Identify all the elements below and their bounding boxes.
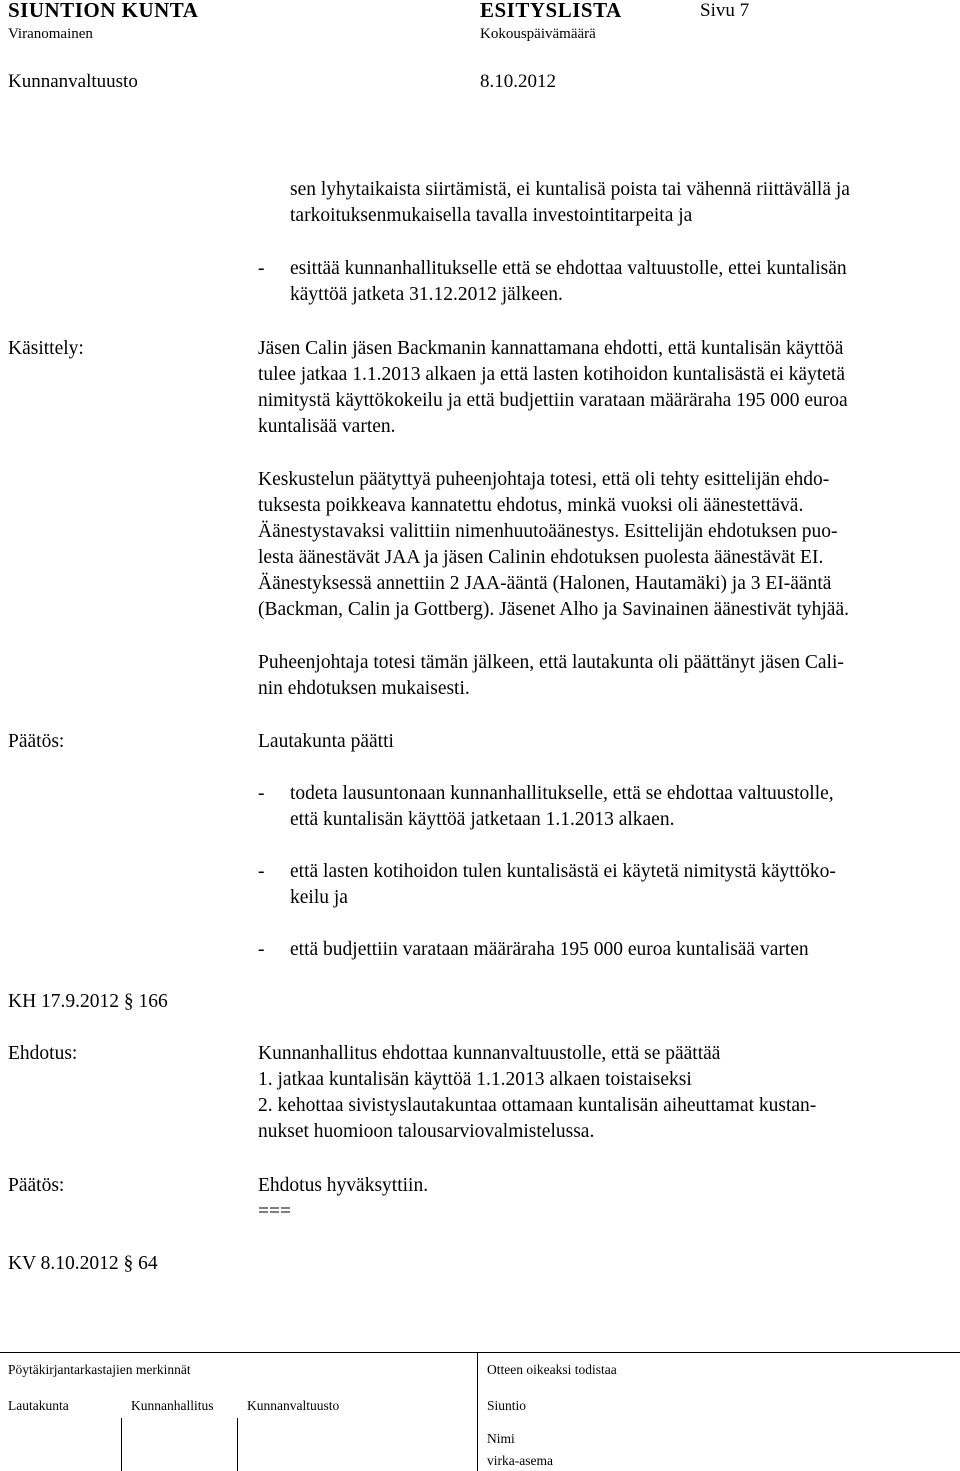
ehdotus-text — [258, 1041, 816, 1145]
footer-signature-place: Siuntio — [487, 1398, 527, 1413]
paatos-item-dash: - — [258, 861, 265, 882]
text-line: tuksesta poikkeava kannatettu ehdotus, minkä vuoksi oli äänestettävä. — [258, 495, 804, 516]
footer-col-lautakunta: Lautakunta — [8, 1398, 69, 1413]
kasittely-paragraph-2 — [258, 467, 849, 623]
text-line: Puheenjohtaja totesi tämän jälkeen, että lautakunta oli päättänyt jäsen Cali- — [258, 652, 844, 673]
intro-text — [290, 177, 850, 229]
page-number: Sivu 7 — [700, 0, 750, 21]
kv-reference: KV 8.10.2012 § 64 — [8, 1253, 158, 1274]
intro-bullet-line: esittää kunnanhallitukselle että se ehdottaa valtuustolle, ettei kuntalisän — [290, 258, 847, 279]
intro-line: sen lyhytaikaista siirtämistä, ei kuntalisä poista tai vähennä riittävällä ja — [290, 179, 850, 200]
footer-right-title: Otteen oikeaksi todistaa — [487, 1362, 617, 1377]
footer-column-divider — [477, 1352, 478, 1471]
paatos-label: Päätös: — [8, 1175, 65, 1196]
ehdotus-label: Ehdotus: — [8, 1043, 78, 1064]
text-line: että budjettiin varataan määräraha 195 000 euroa kuntalisää varten — [290, 939, 809, 960]
kh-paatos-text — [258, 1173, 428, 1225]
text-line: Kunnanhallitus ehdottaa kunnanvaltuustolle, että se päättää — [258, 1043, 721, 1064]
text-line: nukset huomioon talousarviovalmistelussa. — [258, 1121, 595, 1142]
kasittely-paragraph-3 — [258, 650, 844, 702]
text-line: nin ehdotuksen mukaisesti. — [258, 678, 470, 699]
text-line: lesta äänestävät JAA ja jäsen Calinin ehdotuksen puolesta äänestävät EI. — [258, 547, 824, 568]
intro-bullet-line: käyttöä jatketa 31.12.2012 jälkeen. — [290, 284, 563, 305]
paatos-intro: Lautakunta päätti — [258, 731, 394, 752]
intro-bullet-dash: - — [258, 258, 265, 279]
org-name: SIUNTION KUNTA — [8, 0, 199, 22]
text-line: että kuntalisän käyttöä jatketaan 1.1.2013 alkaen. — [290, 809, 675, 830]
footer-signature-title: virka-asema — [487, 1453, 553, 1468]
paatos-item — [290, 937, 809, 963]
text-line: Keskustelun päätyttyä puheenjohtaja totesi, että oli tehty esittelijän ehdo- — [258, 469, 830, 490]
authority: Kunnanvaltuusto — [8, 71, 138, 92]
paatos-item — [290, 859, 836, 911]
text-line: Jäsen Calin jäsen Backmanin kannattamana ehdotti, että kuntalisän käyttöä — [258, 338, 844, 359]
text-line: === — [258, 1201, 291, 1222]
text-line: että lasten kotihoidon tulen kuntalisästä ei käytetä nimitystä käyttöko- — [290, 861, 836, 882]
text-line: kuntalisää varten. — [258, 416, 396, 437]
text-line: (Backman, Calin ja Gottberg). Jäsenet Alho ja Savinainen äänestivät tyhjää. — [258, 599, 849, 620]
footer-signature-divider — [121, 1418, 122, 1471]
paatos-label: Päätös: — [8, 731, 65, 752]
text-line: 1. jatkaa kuntalisän käyttöä 1.1.2013 alkaen toistaiseksi — [258, 1069, 692, 1090]
footer-col-kunnanvaltuusto: Kunnanvaltuusto — [247, 1398, 340, 1413]
paatos-item-dash: - — [258, 783, 265, 804]
intro-line: tarkoituksenmukaisella tavalla investointitarpeita ja — [290, 205, 693, 226]
text-line: todeta lausuntonaan kunnanhallitukselle, että se ehdottaa valtuustolle, — [290, 783, 834, 804]
kasittely-label: Käsittely: — [8, 338, 84, 359]
text-line: Äänestyksessä annettiin 2 JAA-ääntä (Halonen, Hautamäki) ja 3 EI-ääntä — [258, 573, 832, 594]
paatos-item — [290, 781, 834, 833]
text-line: tulee jatkaa 1.1.2013 alkaen ja että lasten kotihoidon kuntalisästä ei käytetä — [258, 364, 845, 385]
text-line: Ehdotus hyväksyttiin. — [258, 1175, 429, 1196]
text-line: 2. kehottaa sivistyslautakuntaa ottamaan kuntalisän aiheuttamat kustan- — [258, 1095, 817, 1116]
footer-signature-name: Nimi — [487, 1431, 515, 1446]
date-label: Kokouspäivämäärä — [480, 26, 596, 42]
paatos-item-dash: - — [258, 939, 265, 960]
kh-reference: KH 17.9.2012 § 166 — [8, 991, 168, 1012]
footer-signature-divider — [237, 1418, 238, 1471]
footer-left-title: Pöytäkirjantarkastajien merkinnät — [8, 1362, 191, 1377]
kasittely-paragraph-1 — [258, 336, 848, 440]
footer-divider — [0, 1352, 960, 1353]
doc-type: ESITYSLISTA — [480, 0, 622, 22]
text-line: Äänestystavaksi valittiin nimenhuutoäänestys. Esittelijän ehdotuksen puo- — [258, 521, 838, 542]
text-line: keilu ja — [290, 887, 348, 908]
footer-col-kunnanhallitus: Kunnanhallitus — [131, 1398, 214, 1413]
authority-label: Viranomainen — [8, 26, 93, 42]
intro-bullet — [290, 256, 847, 308]
text-line: nimitystä käyttökokeilu ja että budjettiin varataan määräraha 195 000 euroa — [258, 390, 848, 411]
meeting-date: 8.10.2012 — [480, 71, 556, 92]
